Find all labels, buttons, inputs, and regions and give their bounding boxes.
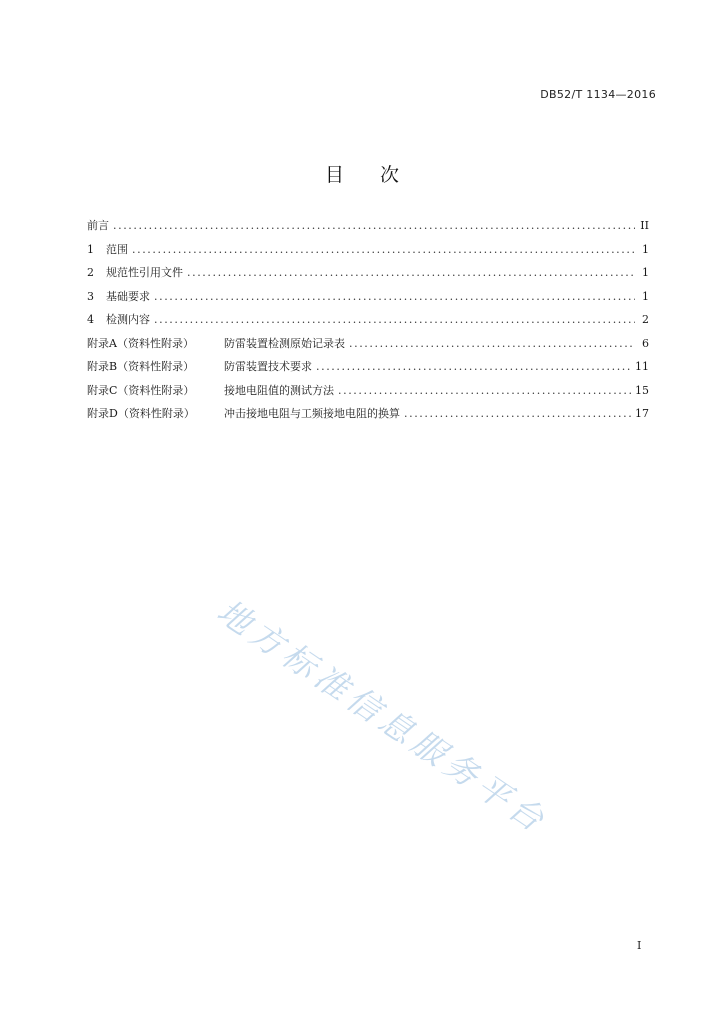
toc-entry-scope[interactable] — [87, 241, 649, 265]
toc-entry-label: 防雷装置检测原始记录表 — [224, 336, 345, 350]
toc-appendix-label: 附录B（资料性附录） — [87, 360, 195, 373]
toc-appendix-label: 附录C（资料性附录） — [87, 383, 195, 397]
page-title-right: 次 — [380, 164, 400, 186]
page-number-footer: I — [637, 939, 642, 952]
toc-dot-leader — [187, 266, 635, 279]
toc-section-number: 4 — [87, 313, 94, 326]
toc-entry-label: 范围 — [106, 242, 128, 256]
toc-section-number: 2 — [87, 266, 94, 279]
page-title — [0, 160, 724, 187]
toc-section-number: 1 — [87, 242, 94, 256]
toc-entry-appendix-d[interactable] — [87, 405, 649, 429]
toc-appendix-label: 附录D（资料性附录） — [87, 407, 195, 420]
toc-section-number: 3 — [87, 289, 94, 303]
toc-appendix-label: 附录A（资料性附录） — [87, 336, 194, 350]
toc-dot-leader — [316, 360, 631, 373]
toc-entry-label: 接地电阻值的测试方法 — [224, 383, 334, 397]
toc-page-number: 1 — [642, 242, 649, 256]
toc-dot-leader — [132, 243, 635, 256]
toc-entry-appendix-a[interactable] — [87, 335, 649, 359]
toc-entry-label: 冲击接地电阻与工频接地电阻的换算 — [224, 407, 400, 420]
toc-entry-label: 基础要求 — [106, 289, 150, 303]
toc-page-number: II — [640, 219, 649, 232]
toc-page-number: 11 — [635, 360, 649, 373]
toc-dot-leader — [349, 337, 635, 350]
toc-entry-foreword[interactable] — [87, 217, 649, 241]
toc-entry-label: 检测内容 — [106, 313, 150, 326]
toc-entry-label: 前言 — [87, 219, 109, 232]
toc-page-number: 1 — [642, 266, 649, 279]
toc-dot-leader — [113, 219, 635, 232]
toc-dot-leader — [154, 313, 635, 326]
toc-entry-basic-requirements[interactable] — [87, 288, 649, 312]
watermark: 地方标准信息服务平台 — [210, 591, 556, 842]
toc-page-number: 1 — [642, 289, 649, 303]
toc-page-number: 2 — [642, 313, 649, 326]
toc-dot-leader — [404, 407, 631, 420]
toc-entry-label: 防雷装置技术要求 — [224, 360, 312, 373]
toc-page-number: 6 — [642, 336, 649, 350]
toc-entry-normative-references[interactable] — [87, 264, 649, 288]
toc-entry-appendix-c[interactable] — [87, 382, 649, 406]
page-title-left: 目 — [324, 164, 344, 186]
toc-entry-label: 规范性引用文件 — [106, 266, 183, 279]
toc-dot-leader — [154, 290, 635, 303]
toc-entry-appendix-b[interactable] — [87, 358, 649, 382]
toc-page-number: 15 — [635, 383, 649, 397]
toc-page-number: 17 — [635, 407, 649, 420]
table-of-contents — [87, 217, 649, 429]
toc-dot-leader — [338, 384, 631, 397]
standard-code-header: DB52/T 1134—2016 — [540, 88, 656, 101]
toc-entry-inspection-content[interactable] — [87, 311, 649, 335]
